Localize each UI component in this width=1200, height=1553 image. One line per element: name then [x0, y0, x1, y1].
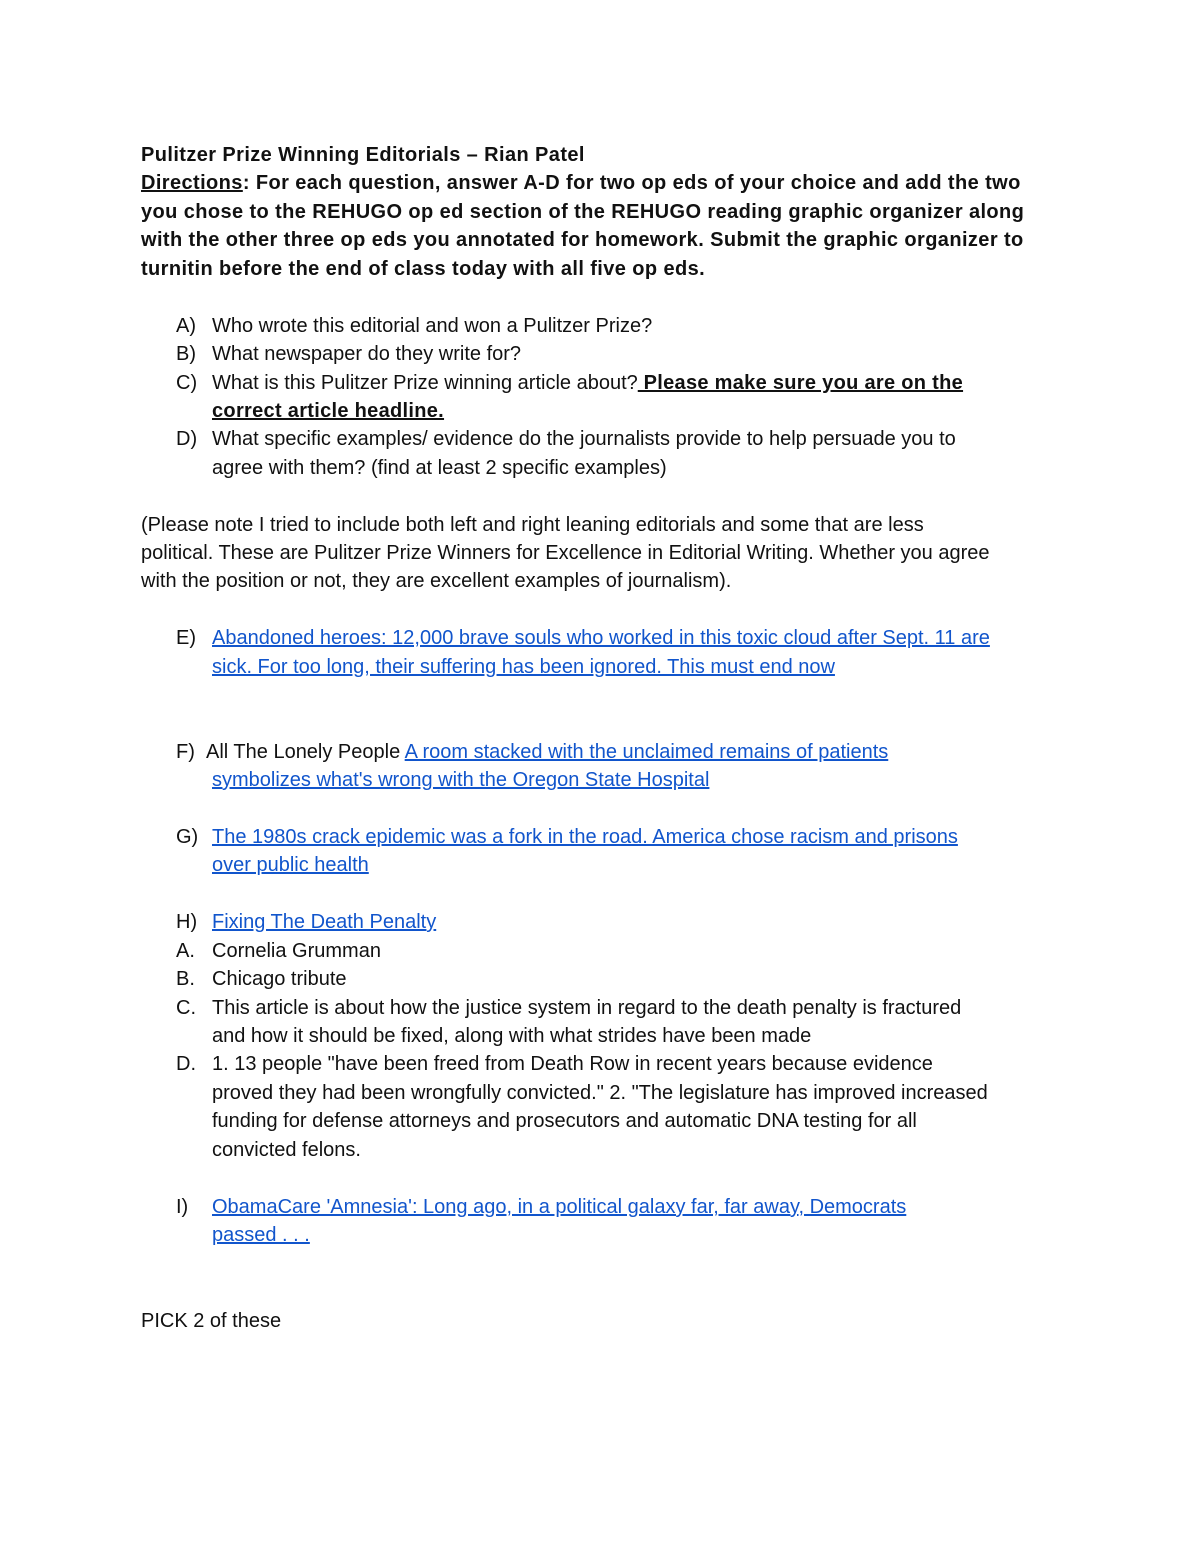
editorial-f-title: All The Lonely People: [206, 741, 405, 763]
editorial-i-link-continued[interactable]: passed . . .: [212, 1224, 310, 1246]
directions-line-2: you chose to the REHUGO op ed section of the REHUGO reading graphic organizer along: [141, 201, 1025, 223]
editorial-g-link[interactable]: The 1980s crack epidemic was a fork in the road. America chose racism and prisons: [212, 826, 958, 848]
note-line-2: political. These are Pulitzer Prize Winners for Excellence in Editorial Writing. Whether you agree: [141, 542, 990, 564]
directions-line-3: with the other three op eds you annotated for homework. Submit the graphic organizer to: [141, 229, 1024, 251]
document-page: Pulitzer Prize Winning Editorials – Rian Patel Directions: For each question, answer A-D for two op eds of your choice and add the two you chose to the REHUGO op ed section of the REHUGO reading graphic organizer along with the other three op eds you annotated for homework. Submit the graphic organizer to turnitin before the end of class today with all five op eds. A) Who wrote this editorial and won a Pulitzer Prize? B) What newspaper do they write for? C) What is this Pulitzer Prize winning article about? Please make sure you are on the correct article headline. D) What specific examples/ evidence do the journalists provide to help persuade you to agree with them? (find at least 2 specific examples) (Please note I tried to include both left and right leaning editorials and some that are less political. These are Pulitzer Prize Winners for Excellence in Editorial Writing. Whether you agree with the position or not, they are excellent examples of journalism). E) Abandoned heroes: 12,000 brave souls who worked in this toxic cloud after Sept. 11 are sick. For too long, their suffering has been ignored. This must end now F) All The Lonely People A room stacked with the unclaimed remains of patients symbolizes what's wrong with the Oregon State Hospital G) The 1980s crack epidemic was a fork in the road. America chose racism and prisons over public health H) Fixing The Death Penalty A. Cornelia Grumman B. Chicago tribute C. This article is about how the justice system in regard to the death penalty is fractured and how it should be fixed, along with what strides have been made D. 1. 13 people "have been freed from Death Row in recent years because evidence proved they had been wrongfully convicted." 2. "The legislature has improved increased funding for defense attorneys and prosecutors and automatic DNA testing for all convicted felons. I) ObamaCare 'Amnesia': Long ago, in a political galaxy far, far away, Democrats passed . . . PICK 2 of these: [0, 0, 1200, 1553]
directions-line-4: turnitin before the end of class today with all five op eds.: [141, 258, 706, 280]
note-line-1: (Please note I tried to include both left and right leaning editorials and some that are less: [141, 514, 924, 536]
editorial-f-link-continued[interactable]: symbolizes what's wrong with the Oregon State Hospital: [212, 769, 710, 791]
note-line-3: with the position or not, they are excellent examples of journalism).: [141, 570, 732, 592]
question-c-emphasis: Please make sure you are on the: [637, 372, 964, 394]
pick-instruction: PICK 2 of these: [141, 1310, 282, 1332]
directions-line-1: Directions: For each question, answer A-D for two op eds of your choice and add the two: [141, 172, 1021, 194]
editorial-f-link[interactable]: A room stacked with the unclaimed remains of patients: [404, 741, 889, 763]
editorial-i-link[interactable]: ObamaCare 'Amnesia': Long ago, in a political galaxy far, far away, Democrats: [212, 1196, 907, 1218]
directions-label: Directions: [141, 172, 243, 194]
editorial-e-link-continued[interactable]: sick. For too long, their suffering has been ignored. This must end now: [212, 656, 835, 678]
editorial-g-link-continued[interactable]: over public health: [212, 854, 369, 876]
editorial-h-link[interactable]: Fixing The Death Penalty: [212, 911, 437, 933]
editorial-e-link[interactable]: Abandoned heroes: 12,000 brave souls who worked in this toxic cloud after Sept. 11 are: [212, 627, 990, 649]
document-title: Pulitzer Prize Winning Editorials – Rian Patel: [141, 144, 585, 166]
